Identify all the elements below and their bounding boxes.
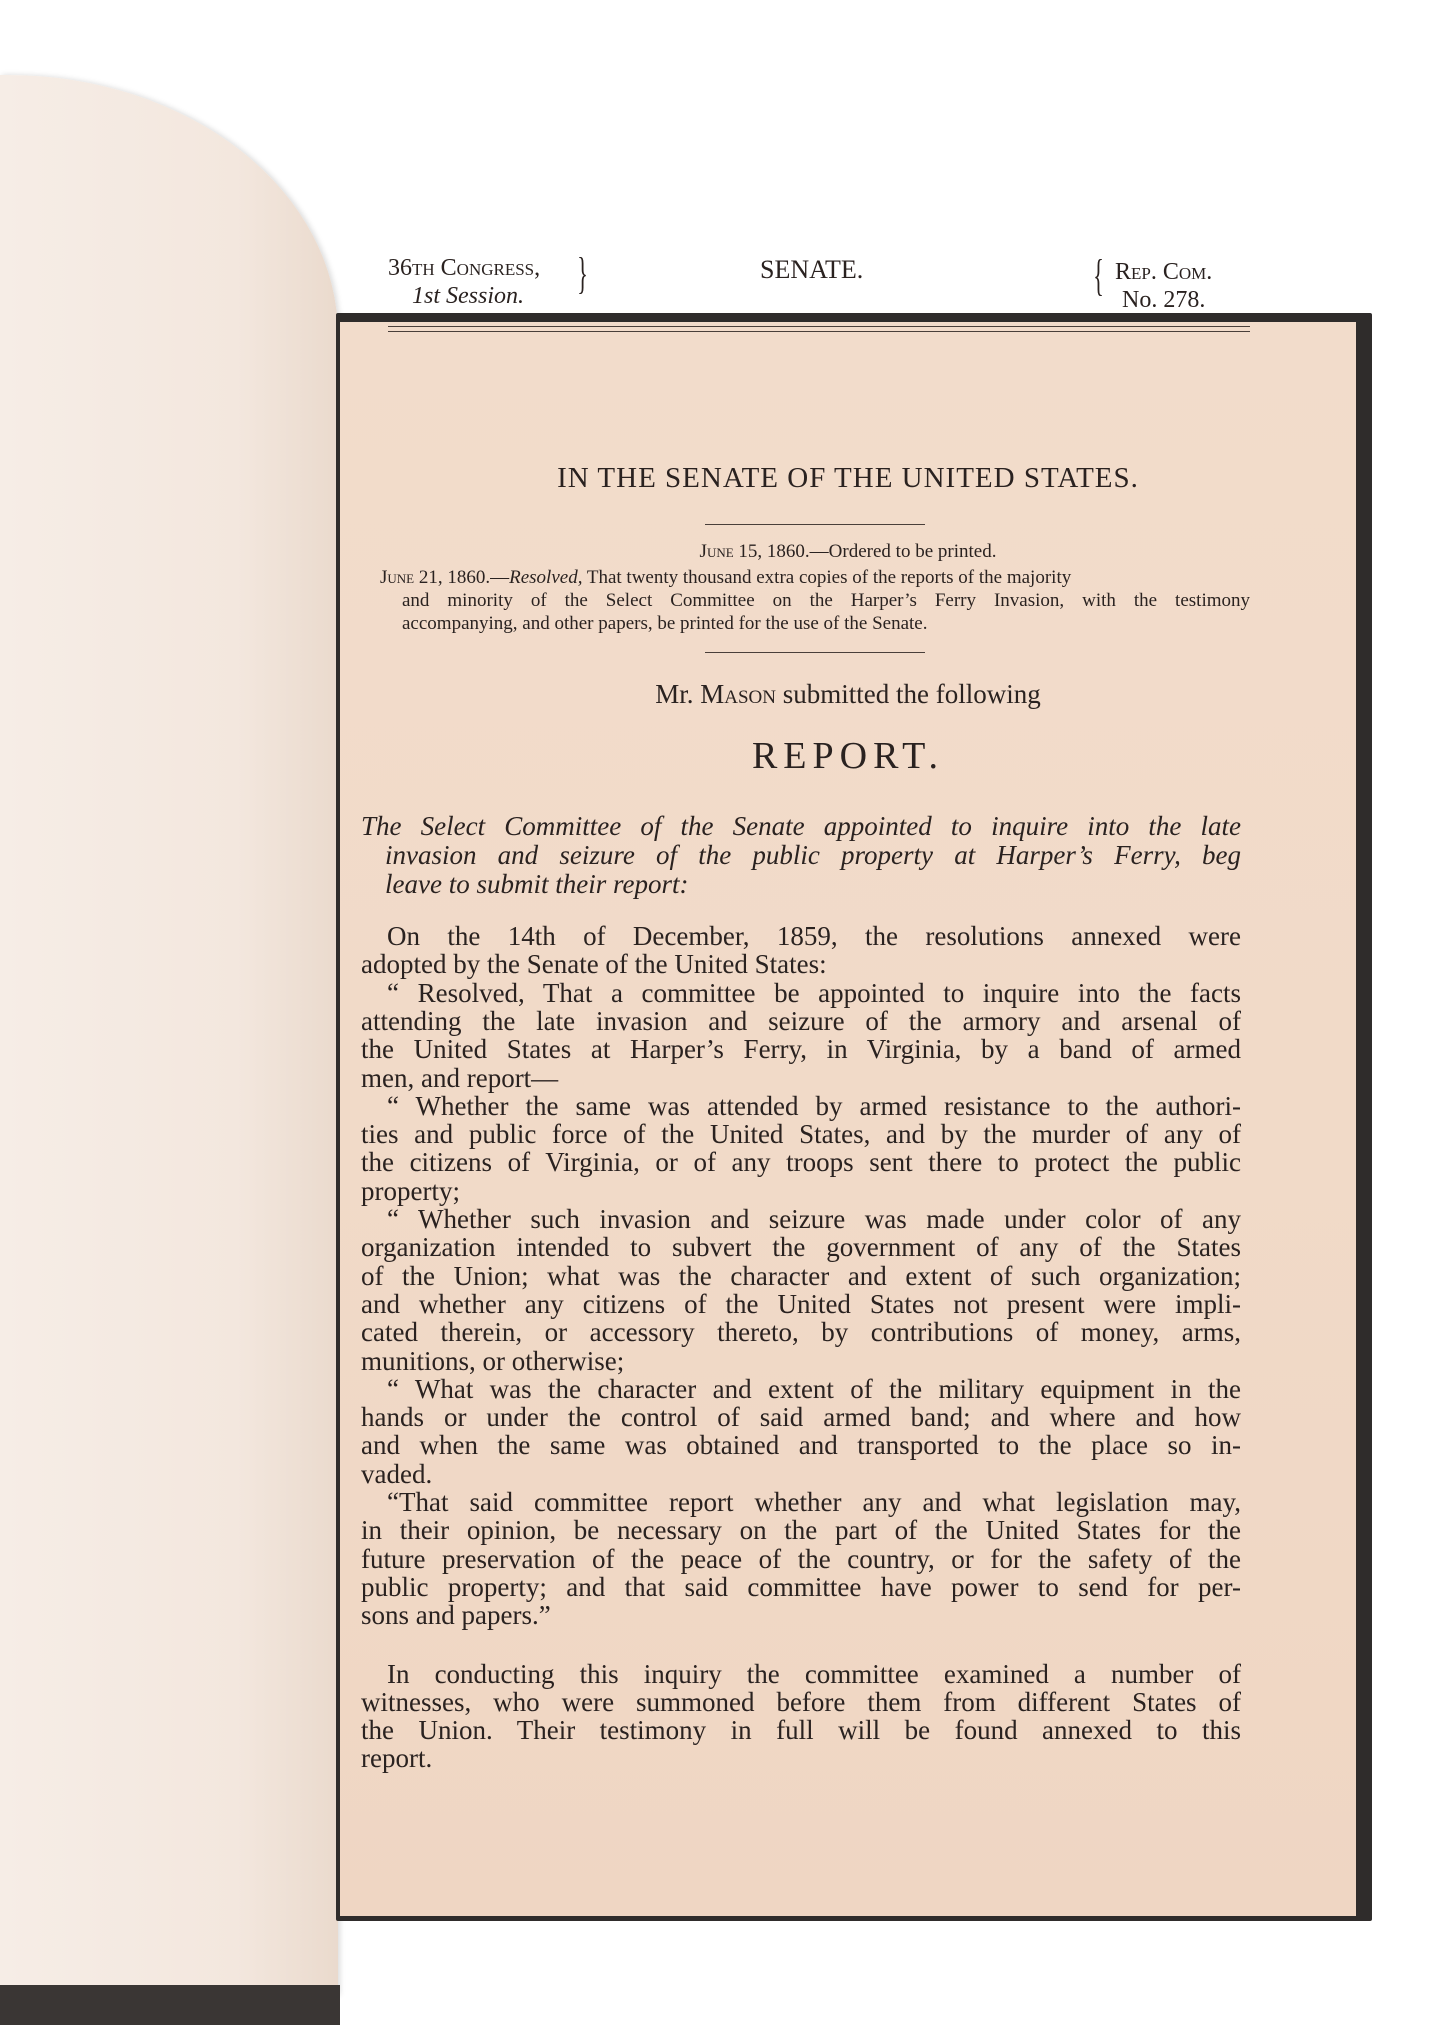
- body-line: property;: [361, 1175, 460, 1206]
- header-rule-top: [388, 326, 1250, 327]
- brace-right: {: [1093, 251, 1104, 300]
- rep-com-label: Rep. Com.: [1115, 259, 1213, 285]
- submitted-line: [340, 679, 1356, 710]
- order-june-21: [380, 566, 1250, 589]
- order-text: 15, 1860.—Ordered to be printed.: [733, 541, 997, 562]
- body-line: adopted by the Senate of the United States:: [361, 949, 827, 980]
- body-line: report.: [361, 1743, 433, 1774]
- document-page: [340, 249, 1356, 1916]
- preamble-line: invasion and seizure of the public property at Harper’s Ferry, beg: [385, 840, 1241, 870]
- document-title: IN THE SENATE OF THE UNITED STATES.: [557, 462, 1139, 494]
- body-line: public property; and that said committee have power to send for per-: [361, 1571, 1241, 1602]
- body-line: ties and public force of the United States, and by the murder of any of: [361, 1119, 1241, 1150]
- congress-label: 36th Congress,: [388, 255, 541, 281]
- order-text: That twenty thousand extra copies of the reports of the majority: [582, 567, 1072, 588]
- body-line: the Union. Their testimony in full will be found annexed to this: [361, 1715, 1241, 1746]
- order-line-2: and minority of the Select Committee on the Harper’s Ferry Invasion, with the testimony: [402, 590, 1250, 611]
- brace-left: }: [577, 249, 588, 298]
- chamber-label: SENATE.: [760, 255, 864, 284]
- body-line: “ Whether such invasion and seizure was made under color of any: [387, 1204, 1241, 1234]
- body-line: and whether any citizens of the United States not present were impli-: [361, 1288, 1241, 1319]
- preamble-line: leave to submit their report:: [385, 869, 689, 899]
- order-line-3: accompanying, and other papers, be printed for the use of the Senate.: [402, 613, 928, 634]
- left-cover: [0, 1985, 340, 2025]
- body-line: On the 14th of December, 1859, the resolutions annexed were: [387, 921, 1241, 951]
- body-line: cated therein, or accessory thereto, by contributions of money, arms,: [361, 1317, 1241, 1348]
- session-label: 1st Session.: [412, 283, 525, 309]
- body-line: organization intended to subvert the government of any of the States: [361, 1232, 1241, 1263]
- submitted-prefix: Mr.: [655, 679, 701, 709]
- senator-name: Mason: [700, 679, 777, 709]
- order-year: 21, 1860.—: [414, 567, 510, 588]
- body-line: “That said committee report whether any and what legislation may,: [387, 1487, 1241, 1517]
- body-line: “ Resolved, That a committee be appointed to inquire into the facts: [387, 977, 1241, 1008]
- order-june-15: [340, 540, 1356, 563]
- body-line: of the Union; what was the character and extent of such organization;: [361, 1260, 1241, 1291]
- body-line: sons and papers.”: [361, 1600, 551, 1631]
- preamble-line: The Select Committee of the Senate appointed to inquire into the late: [361, 811, 1241, 841]
- order-date: June: [699, 541, 734, 562]
- orders-rule: [705, 652, 925, 653]
- body-line: “ Whether the same was attended by armed resistance to the authori-: [387, 1090, 1241, 1121]
- title-rule: [705, 524, 925, 525]
- left-page-edge: [0, 75, 338, 1995]
- body-line: the citizens of Virginia, or of any troops sent there to protect the public: [361, 1147, 1241, 1178]
- body-line: witnesses, who were summoned before them from different States of: [361, 1686, 1241, 1717]
- report-number: No. 278.: [1122, 287, 1206, 313]
- submitted-text: submitted the following: [776, 679, 1041, 709]
- body-line: men, and report—: [361, 1062, 559, 1093]
- order-date: June: [380, 567, 415, 588]
- report-heading: REPORT.: [751, 735, 945, 777]
- body-line: “ What was the character and extent of the military equipment in the: [387, 1373, 1241, 1404]
- body-line: the United States at Harper’s Ferry, in Virginia, by a band of armed: [361, 1034, 1241, 1065]
- body-line: munitions, or otherwise;: [361, 1345, 625, 1376]
- body-line: attending the late invasion and seizure of the armory and arsenal of: [361, 1005, 1241, 1036]
- order-resolved: Resolved,: [509, 567, 583, 588]
- body-line: future preservation of the peace of the country, or for the safety of the: [361, 1543, 1241, 1574]
- header-rule-bottom: [388, 331, 1250, 332]
- body-line: vaded.: [361, 1458, 433, 1489]
- body-line: In conducting this inquiry the committee examined a number of: [387, 1658, 1241, 1689]
- body-line: and when the same was obtained and transported to the place so in-: [361, 1430, 1241, 1461]
- body-line: hands or under the control of said armed band; and where and how: [361, 1402, 1241, 1433]
- body-line: in their opinion, be necessary on the part of the United States for the: [361, 1515, 1241, 1546]
